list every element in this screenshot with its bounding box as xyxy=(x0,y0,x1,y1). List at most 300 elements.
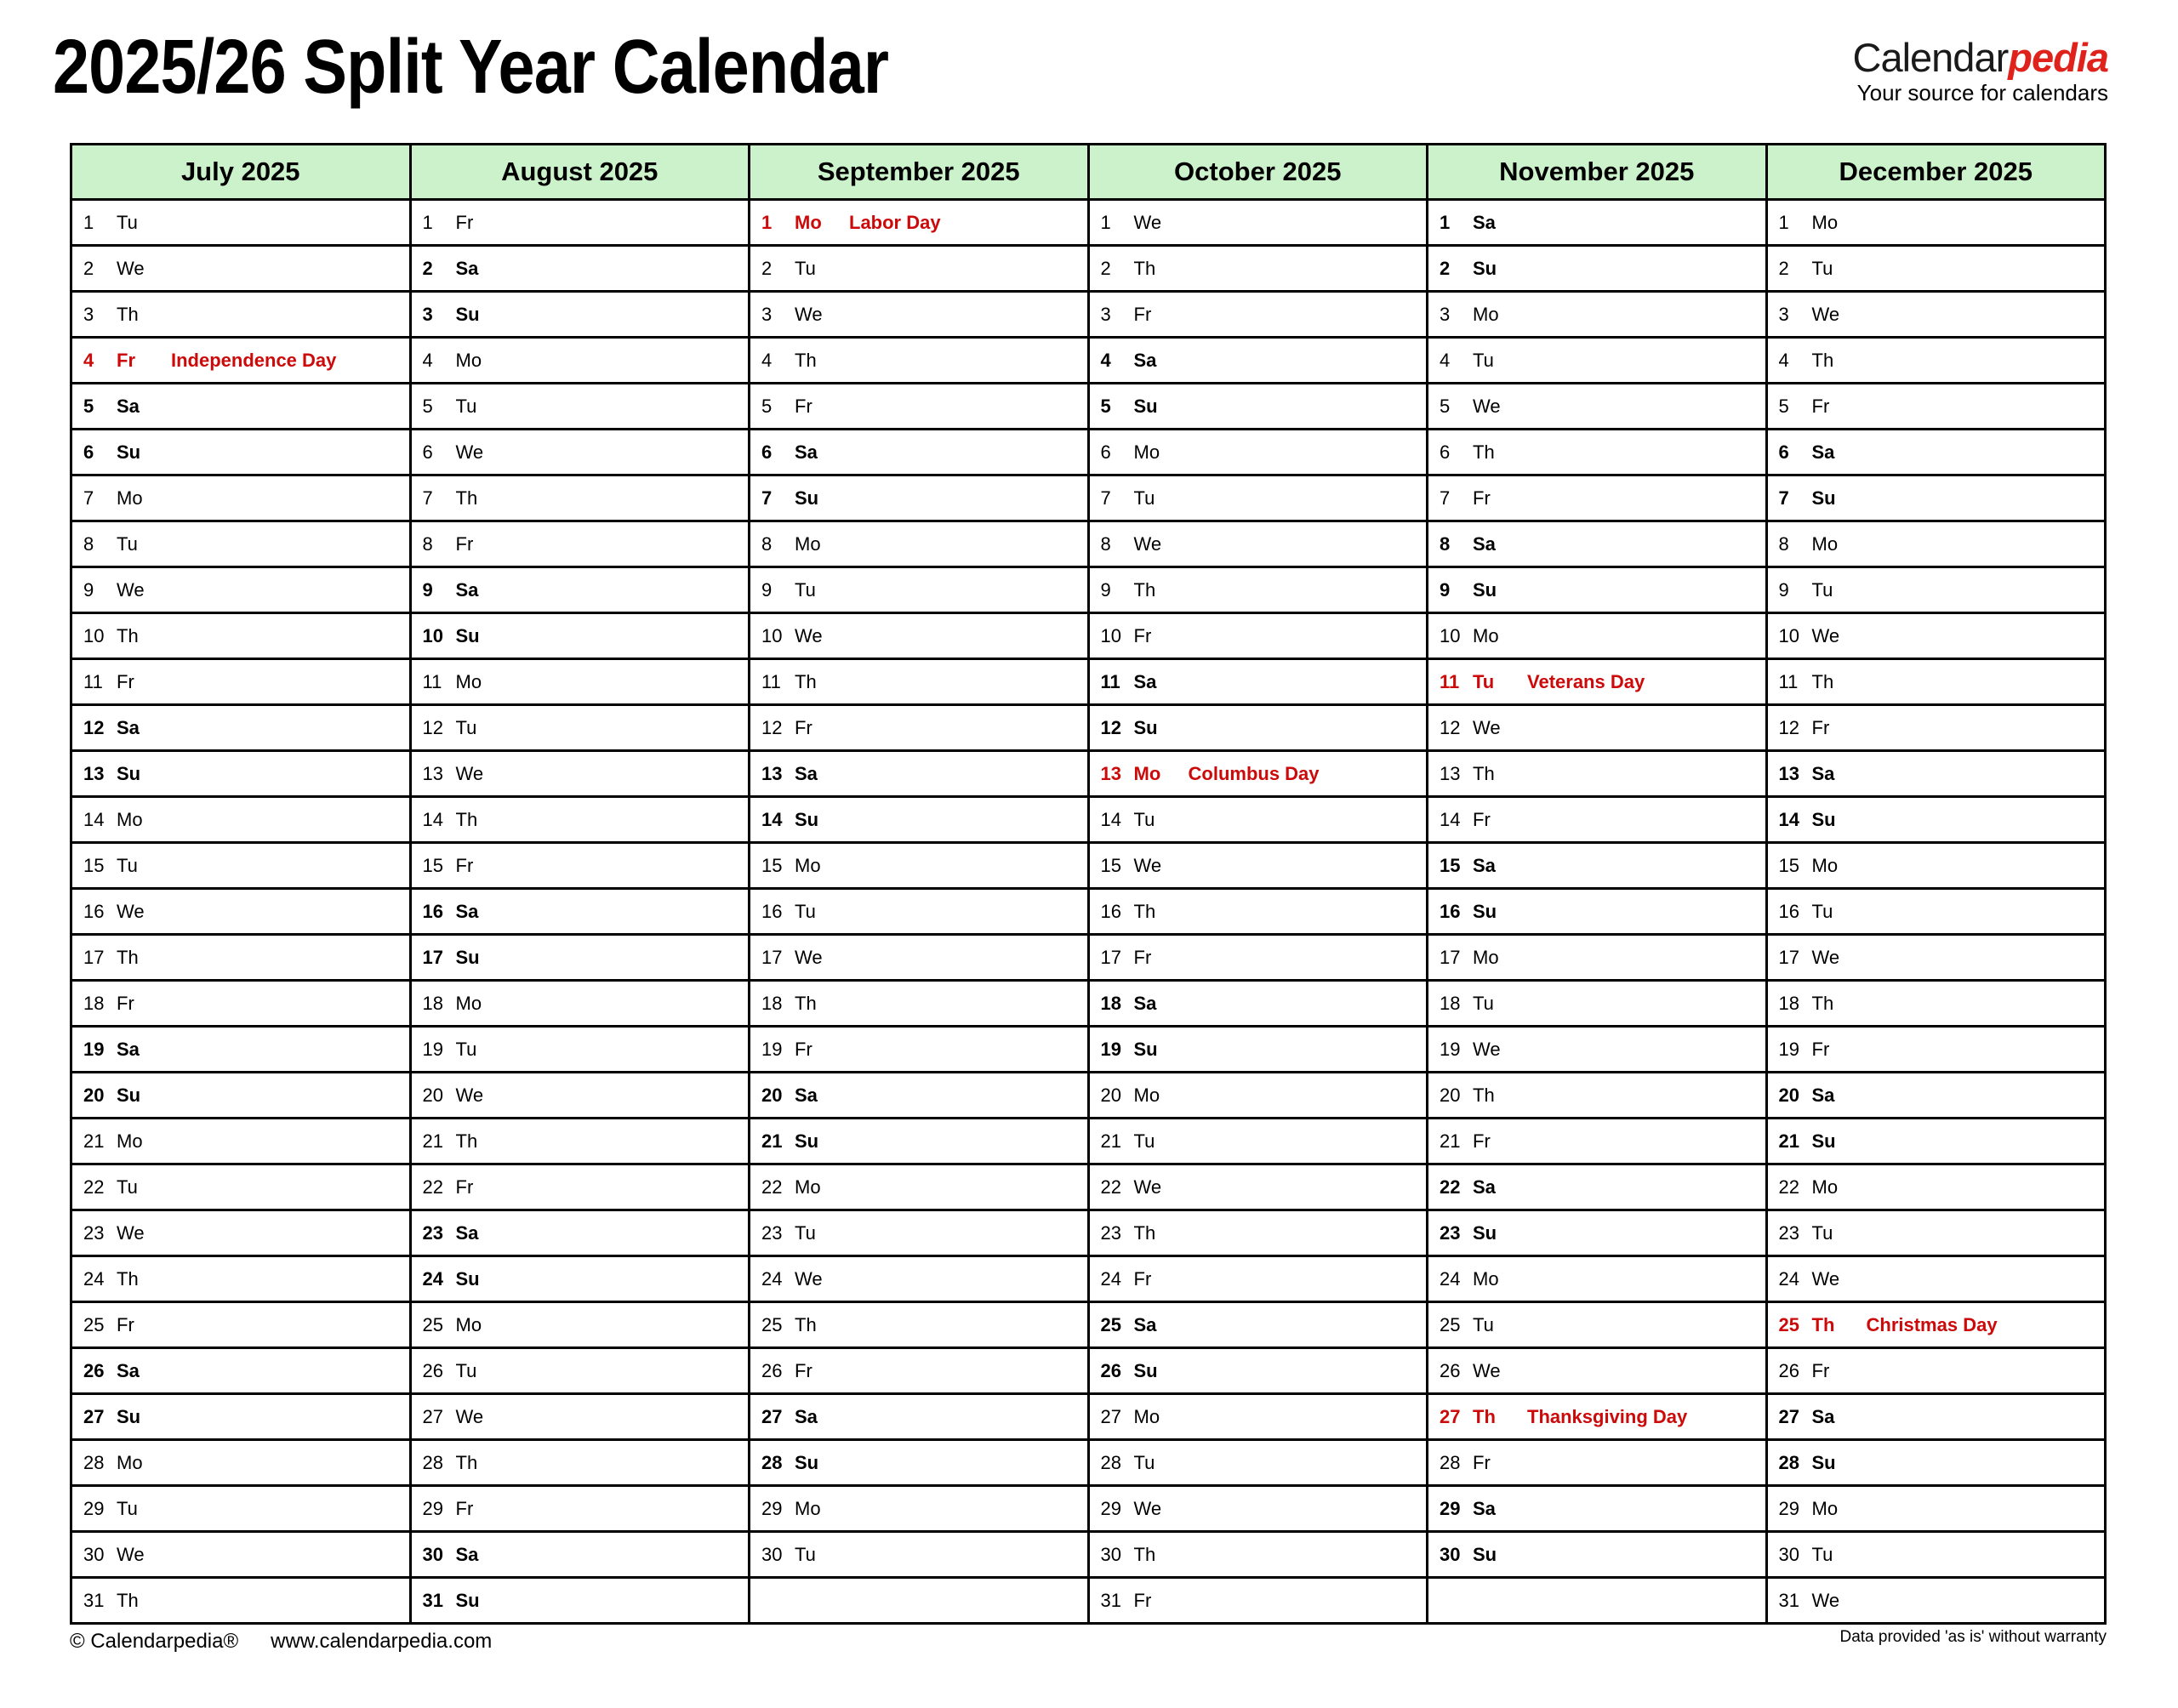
day-number: 20 xyxy=(1100,1084,1121,1106)
weekday-abbrev: Tu xyxy=(795,578,816,601)
day-number: 20 xyxy=(1778,1084,1799,1106)
weekday-abbrev: Sa xyxy=(1133,1313,1157,1335)
day-cell xyxy=(1766,1348,2106,1394)
day-row xyxy=(71,659,2106,705)
day-cell xyxy=(1766,1440,2106,1486)
day-number: 12 xyxy=(1440,716,1461,738)
day-cell xyxy=(750,1027,1089,1073)
weekday-abbrev: Sa xyxy=(1811,1405,1835,1427)
weekday-abbrev: Fr xyxy=(1133,1589,1152,1611)
weekday-abbrev: We xyxy=(1133,1176,1162,1198)
weekday-abbrev: Fr xyxy=(117,1313,134,1335)
day-row xyxy=(71,797,2106,843)
day-cell xyxy=(1766,1256,2106,1302)
day-number: 28 xyxy=(761,1451,783,1473)
weekday-abbrev: Fr xyxy=(117,670,134,692)
day-number: 23 xyxy=(1440,1221,1461,1244)
weekday-abbrev: Su xyxy=(117,1084,141,1106)
day-row xyxy=(71,843,2106,889)
day-cell xyxy=(71,292,411,338)
day-cell xyxy=(750,1073,1089,1119)
day-cell xyxy=(1766,567,2106,613)
day-number: 24 xyxy=(1100,1267,1121,1290)
weekday-abbrev: Th xyxy=(1811,1313,1835,1335)
day-cell xyxy=(1766,659,2106,705)
day-number: 12 xyxy=(422,716,443,738)
day-number: 28 xyxy=(1778,1451,1799,1473)
day-cell xyxy=(71,1210,411,1256)
day-cell xyxy=(1428,1164,1767,1210)
day-cell xyxy=(410,889,750,935)
day-number: 9 xyxy=(1778,578,1789,601)
day-number: 5 xyxy=(422,395,433,417)
day-row xyxy=(71,935,2106,981)
day-cell xyxy=(750,292,1089,338)
day-row xyxy=(71,1256,2106,1302)
weekday-abbrev: Fr xyxy=(455,532,474,555)
day-number: 8 xyxy=(1100,532,1111,555)
day-cell xyxy=(1766,1073,2106,1119)
day-number: 17 xyxy=(1100,946,1121,968)
day-cell xyxy=(1428,1348,1767,1394)
weekday-abbrev: Su xyxy=(1133,1359,1158,1381)
weekday-abbrev: Fr xyxy=(1473,1451,1491,1473)
weekday-abbrev: Mo xyxy=(1473,303,1499,325)
weekday-abbrev: Sa xyxy=(1133,349,1157,371)
day-cell xyxy=(1088,475,1428,521)
day-number: 18 xyxy=(1440,992,1461,1014)
day-cell xyxy=(1428,613,1767,659)
day-number: 10 xyxy=(1100,624,1121,646)
day-number: 5 xyxy=(1100,395,1111,417)
weekday-abbrev: Mo xyxy=(1473,1267,1499,1290)
weekday-abbrev: Th xyxy=(795,349,817,371)
day-cell xyxy=(1428,384,1767,430)
weekday-abbrev: Th xyxy=(1133,578,1156,601)
day-number: 25 xyxy=(761,1313,783,1335)
day-cell xyxy=(1428,521,1767,567)
day-cell xyxy=(1088,1532,1428,1578)
weekday-abbrev: Su xyxy=(795,808,819,830)
month-header-row xyxy=(71,145,2106,200)
weekday-abbrev: Su xyxy=(1811,1130,1836,1152)
day-cell xyxy=(1428,567,1767,613)
day-cell xyxy=(1428,1532,1767,1578)
day-number: 7 xyxy=(83,487,94,509)
day-number: 11 xyxy=(83,670,103,692)
weekday-abbrev: Su xyxy=(1811,808,1836,830)
day-cell xyxy=(1766,935,2106,981)
day-cell xyxy=(750,659,1089,705)
weekday-abbrev: Mo xyxy=(1133,441,1160,463)
day-cell xyxy=(71,1440,411,1486)
weekday-abbrev: Th xyxy=(455,1451,478,1473)
weekday-abbrev: Fr xyxy=(1811,716,1830,738)
day-cell xyxy=(1428,200,1767,246)
day-number: 24 xyxy=(422,1267,443,1290)
day-number: 30 xyxy=(1440,1543,1461,1565)
day-cell xyxy=(1428,751,1767,797)
day-cell xyxy=(1766,338,2106,384)
day-cell xyxy=(750,613,1089,659)
weekday-abbrev: Th xyxy=(1133,1221,1156,1244)
weekday-abbrev: Su xyxy=(1811,1451,1836,1473)
day-number: 26 xyxy=(1100,1359,1121,1381)
weekday-abbrev: Mo xyxy=(1811,1497,1839,1519)
day-cell xyxy=(750,1532,1089,1578)
day-number: 7 xyxy=(1100,487,1111,509)
weekday-abbrev: Fr xyxy=(117,992,134,1014)
day-cell xyxy=(1428,705,1767,751)
day-cell xyxy=(1428,1256,1767,1302)
weekday-abbrev: Th xyxy=(1811,670,1834,692)
day-number: 9 xyxy=(1100,578,1111,601)
day-number: 23 xyxy=(1100,1221,1121,1244)
day-cell xyxy=(1088,751,1428,797)
day-cell xyxy=(1428,843,1767,889)
weekday-abbrev: Th xyxy=(795,670,817,692)
day-row xyxy=(71,384,2106,430)
day-number: 25 xyxy=(422,1313,443,1335)
day-number: 9 xyxy=(422,578,433,601)
day-cell xyxy=(71,1256,411,1302)
weekday-abbrev: Sa xyxy=(795,1084,818,1106)
day-cell xyxy=(71,1119,411,1164)
day-number: 4 xyxy=(761,349,773,371)
weekday-abbrev: Tu xyxy=(455,1038,477,1060)
weekday-abbrev: Th xyxy=(1473,1084,1495,1106)
day-number: 28 xyxy=(1100,1451,1121,1473)
weekday-abbrev: Su xyxy=(455,303,480,325)
weekday-abbrev: Su xyxy=(455,624,480,646)
day-cell xyxy=(71,659,411,705)
weekday-abbrev: Sa xyxy=(1473,532,1496,555)
website-link[interactable]: www.calendarpedia.com xyxy=(271,1630,493,1653)
day-cell xyxy=(1428,292,1767,338)
day-cell xyxy=(71,1348,411,1394)
day-number: 3 xyxy=(761,303,773,325)
day-cell xyxy=(1088,521,1428,567)
weekday-abbrev: Su xyxy=(455,1589,480,1611)
weekday-abbrev: Th xyxy=(117,1589,139,1611)
weekday-abbrev: Mo xyxy=(795,1176,821,1198)
day-number: 18 xyxy=(422,992,443,1014)
day-cell xyxy=(410,475,750,521)
day-cell xyxy=(1428,1394,1767,1440)
day-number: 27 xyxy=(422,1405,443,1427)
day-number: 3 xyxy=(1778,303,1789,325)
day-number: 30 xyxy=(422,1543,443,1565)
weekday-abbrev: Tu xyxy=(1473,992,1494,1014)
day-number: 25 xyxy=(1778,1313,1799,1335)
day-cell xyxy=(71,1164,411,1210)
weekday-abbrev: Sa xyxy=(1473,211,1496,233)
weekday-abbrev: Th xyxy=(455,1130,478,1152)
day-row xyxy=(71,1532,2106,1578)
day-cell xyxy=(750,797,1089,843)
weekday-abbrev: Mo xyxy=(1811,532,1839,555)
day-number: 8 xyxy=(83,532,94,555)
day-cell xyxy=(1088,659,1428,705)
weekday-abbrev: Su xyxy=(117,762,141,784)
day-cell xyxy=(410,1532,750,1578)
weekday-abbrev: We xyxy=(117,257,145,279)
weekday-abbrev: Fr xyxy=(795,395,812,417)
day-number: 9 xyxy=(1440,578,1451,601)
weekday-abbrev: Mo xyxy=(117,1451,143,1473)
day-number: 29 xyxy=(1100,1497,1121,1519)
weekday-abbrev: Fr xyxy=(1473,808,1491,830)
day-cell xyxy=(1088,246,1428,292)
day-number: 17 xyxy=(422,946,443,968)
day-number: 20 xyxy=(422,1084,443,1106)
day-row xyxy=(71,292,2106,338)
weekday-abbrev: We xyxy=(1473,1038,1501,1060)
day-cell xyxy=(1428,1486,1767,1532)
day-number: 18 xyxy=(1778,992,1799,1014)
weekday-abbrev: Fr xyxy=(795,1038,812,1060)
day-cell xyxy=(750,1302,1089,1348)
day-cell xyxy=(1088,705,1428,751)
day-cell xyxy=(750,889,1089,935)
day-cell xyxy=(71,889,411,935)
weekday-abbrev: Sa xyxy=(117,1038,140,1060)
day-cell xyxy=(750,384,1089,430)
day-cell xyxy=(750,1256,1089,1302)
day-cell xyxy=(71,338,411,384)
day-number: 29 xyxy=(83,1497,105,1519)
weekday-abbrev: Fr xyxy=(455,211,474,233)
weekday-abbrev: Tu xyxy=(1811,1543,1833,1565)
day-row xyxy=(71,430,2106,475)
day-number: 31 xyxy=(83,1589,105,1611)
weekday-abbrev: Th xyxy=(117,946,139,968)
day-cell xyxy=(1766,1394,2106,1440)
day-row xyxy=(71,521,2106,567)
day-cell xyxy=(750,521,1089,567)
day-number: 14 xyxy=(761,808,783,830)
day-cell xyxy=(1428,1073,1767,1119)
day-cell xyxy=(1088,1027,1428,1073)
holiday-label: Christmas Day xyxy=(1866,1313,1998,1335)
day-number: 22 xyxy=(422,1176,443,1198)
weekday-abbrev: Mo xyxy=(795,532,821,555)
weekday-abbrev: Tu xyxy=(1473,349,1494,371)
day-number: 20 xyxy=(761,1084,783,1106)
day-cell xyxy=(410,200,750,246)
day-number: 4 xyxy=(1100,349,1111,371)
day-cell xyxy=(750,567,1089,613)
day-number: 19 xyxy=(1778,1038,1799,1060)
day-cell xyxy=(750,705,1089,751)
weekday-abbrev: We xyxy=(1473,716,1501,738)
day-number: 4 xyxy=(83,349,94,371)
weekday-abbrev: We xyxy=(1811,946,1840,968)
day-number: 19 xyxy=(422,1038,443,1060)
day-number: 28 xyxy=(422,1451,443,1473)
weekday-abbrev: Mo xyxy=(1473,624,1499,646)
day-number: 28 xyxy=(83,1451,105,1473)
day-cell xyxy=(1088,1164,1428,1210)
day-cell xyxy=(71,981,411,1027)
day-cell xyxy=(1088,935,1428,981)
weekday-abbrev: Tu xyxy=(795,257,816,279)
day-number: 24 xyxy=(761,1267,783,1290)
weekday-abbrev: We xyxy=(1811,303,1840,325)
day-cell xyxy=(750,475,1089,521)
holiday-label: Veterans Day xyxy=(1527,670,1645,692)
day-number: 9 xyxy=(761,578,773,601)
page-title: 2025/26 Split Year Calendar xyxy=(53,25,889,110)
day-cell xyxy=(750,1210,1089,1256)
day-number: 19 xyxy=(761,1038,783,1060)
day-number: 2 xyxy=(761,257,773,279)
day-number: 3 xyxy=(1440,303,1451,325)
weekday-abbrev: Mo xyxy=(117,808,143,830)
day-row xyxy=(71,889,2106,935)
day-cell xyxy=(1088,981,1428,1027)
day-number: 27 xyxy=(761,1405,783,1427)
day-cell xyxy=(1766,1164,2106,1210)
day-number: 7 xyxy=(1778,487,1789,509)
weekday-abbrev: Mo xyxy=(455,1313,482,1335)
day-number: 4 xyxy=(1778,349,1789,371)
day-number: 16 xyxy=(83,900,105,922)
day-cell xyxy=(410,797,750,843)
month-header: July 2025 xyxy=(71,145,411,200)
day-cell xyxy=(750,1119,1089,1164)
day-cell xyxy=(410,843,750,889)
day-number: 10 xyxy=(422,624,443,646)
weekday-abbrev: Th xyxy=(117,303,139,325)
day-cell xyxy=(410,246,750,292)
day-cell xyxy=(1088,1440,1428,1486)
day-cell xyxy=(750,1164,1089,1210)
day-number: 22 xyxy=(761,1176,783,1198)
day-cell xyxy=(71,475,411,521)
day-number: 1 xyxy=(1100,211,1111,233)
day-number: 21 xyxy=(761,1130,783,1152)
day-cell xyxy=(71,1578,411,1624)
weekday-abbrev: We xyxy=(455,1084,484,1106)
day-number: 19 xyxy=(1440,1038,1461,1060)
weekday-abbrev: Th xyxy=(795,1313,817,1335)
weekday-abbrev: Th xyxy=(1133,900,1156,922)
day-number: 10 xyxy=(1778,624,1799,646)
weekday-abbrev: We xyxy=(795,1267,823,1290)
day-number: 8 xyxy=(1778,532,1789,555)
weekday-abbrev: Sa xyxy=(455,1221,479,1244)
day-number: 7 xyxy=(761,487,773,509)
day-cell xyxy=(1766,246,2106,292)
day-cell xyxy=(1428,935,1767,981)
weekday-abbrev: Sa xyxy=(795,762,818,784)
weekday-abbrev: Su xyxy=(795,1451,819,1473)
day-number: 5 xyxy=(83,395,94,417)
day-cell xyxy=(71,430,411,475)
weekday-abbrev: Su xyxy=(1133,1038,1158,1060)
day-number: 29 xyxy=(1440,1497,1461,1519)
weekday-abbrev: We xyxy=(455,441,484,463)
day-number: 11 xyxy=(1778,670,1799,692)
day-number: 1 xyxy=(761,211,773,233)
logo-wordmark xyxy=(1852,35,2109,80)
weekday-abbrev: We xyxy=(1811,1267,1840,1290)
day-cell xyxy=(410,1348,750,1394)
day-number: 30 xyxy=(1778,1543,1799,1565)
day-number: 4 xyxy=(1440,349,1451,371)
weekday-abbrev: We xyxy=(117,1543,145,1565)
day-cell xyxy=(1088,843,1428,889)
weekday-abbrev: Su xyxy=(455,1267,480,1290)
weekday-abbrev: Th xyxy=(1133,257,1156,279)
day-cell xyxy=(410,430,750,475)
day-cell xyxy=(1766,475,2106,521)
day-cell xyxy=(1428,1440,1767,1486)
day-cell xyxy=(1766,430,2106,475)
day-cell xyxy=(410,981,750,1027)
day-cell xyxy=(1428,1210,1767,1256)
day-cell xyxy=(410,1210,750,1256)
weekday-abbrev: We xyxy=(795,946,823,968)
day-cell xyxy=(71,751,411,797)
day-number: 13 xyxy=(1778,762,1799,784)
day-number: 19 xyxy=(83,1038,105,1060)
day-cell xyxy=(1088,430,1428,475)
weekday-abbrev: Su xyxy=(1473,257,1497,279)
weekday-abbrev: Tu xyxy=(1811,900,1833,922)
day-cell xyxy=(410,1119,750,1164)
day-number: 7 xyxy=(422,487,433,509)
day-number: 9 xyxy=(83,578,94,601)
day-cell xyxy=(750,981,1089,1027)
day-number: 10 xyxy=(761,624,783,646)
day-cell xyxy=(1766,1302,2106,1348)
weekday-abbrev: Th xyxy=(1133,1543,1156,1565)
weekday-abbrev: Su xyxy=(1811,487,1836,509)
weekday-abbrev: Tu xyxy=(117,854,138,876)
day-number: 1 xyxy=(1778,211,1789,233)
footer-disclaimer: Data provided 'as is' without warranty xyxy=(1839,1628,2107,1646)
day-number: 27 xyxy=(1440,1405,1461,1427)
day-cell xyxy=(410,384,750,430)
day-number: 16 xyxy=(1778,900,1799,922)
day-number: 24 xyxy=(1440,1267,1461,1290)
day-cell xyxy=(1088,200,1428,246)
empty-day-cell xyxy=(750,1578,1089,1624)
day-cell xyxy=(410,935,750,981)
weekday-abbrev: Fr xyxy=(1133,624,1152,646)
weekday-abbrev: Su xyxy=(795,487,819,509)
day-number: 23 xyxy=(83,1221,105,1244)
weekday-abbrev: Th xyxy=(1811,349,1834,371)
weekday-abbrev: Sa xyxy=(455,900,479,922)
weekday-abbrev: Th xyxy=(1473,441,1495,463)
day-number: 13 xyxy=(83,762,105,784)
weekday-abbrev: Tu xyxy=(117,1176,138,1198)
day-number: 15 xyxy=(83,854,105,876)
weekday-abbrev: Su xyxy=(1473,1221,1497,1244)
day-cell xyxy=(750,1440,1089,1486)
weekday-abbrev: Mo xyxy=(795,1497,821,1519)
day-number: 15 xyxy=(761,854,783,876)
day-number: 16 xyxy=(1100,900,1121,922)
day-number: 17 xyxy=(83,946,105,968)
weekday-abbrev: Tu xyxy=(795,900,816,922)
day-cell xyxy=(1428,475,1767,521)
day-number: 1 xyxy=(83,211,94,233)
weekday-abbrev: Fr xyxy=(1473,487,1491,509)
